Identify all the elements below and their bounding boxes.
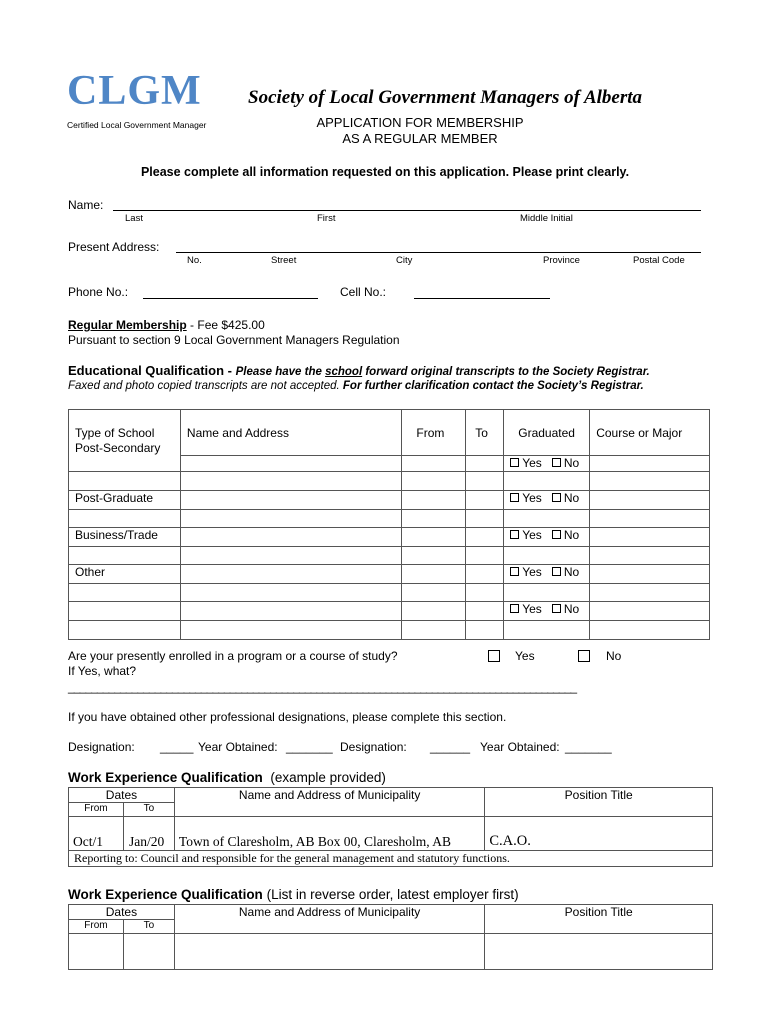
application-title-line1: APPLICATION FOR MEMBERSHIP [316, 115, 524, 130]
education-row [69, 564, 710, 583]
year-2-blank[interactable]: _______ [565, 740, 612, 754]
enrolled-answer-line[interactable]: ________________________________________________________________________________________ [68, 680, 577, 694]
education-type-2: Business/Trade [69, 527, 181, 546]
yes-label: Yes [522, 527, 542, 542]
education-row [69, 471, 710, 490]
education-title: Educational Qualification [68, 363, 225, 378]
address-province-caption: Province [543, 255, 580, 266]
designations-intro: If you have obtained other professional designations, please complete this section. [68, 710, 507, 724]
work-list-name-cell[interactable] [174, 934, 485, 970]
no-label: No [563, 490, 580, 505]
work-example-name-header: Name and Address of Municipality [174, 788, 484, 817]
no-label: No [563, 455, 580, 470]
work-list-position-header: Position Title [485, 905, 713, 934]
work-list-table [68, 904, 713, 970]
designation-2-blank[interactable]: ______ [430, 740, 471, 754]
checkbox-icon[interactable] [552, 493, 561, 502]
checkbox-icon[interactable] [552, 458, 561, 467]
no-label: No [563, 601, 580, 616]
work-example-reporting: Reporting to: Council and responsible for the general management and statutory functions. [69, 851, 713, 867]
checkbox-icon[interactable] [510, 458, 519, 467]
yes-label: Yes [522, 455, 542, 470]
enrolled-yes-checkbox[interactable] [488, 650, 500, 662]
cell-field[interactable] [414, 298, 550, 299]
graduated-cell [504, 455, 590, 471]
education-heading [68, 363, 650, 378]
enrolled-yes-label: Yes [515, 649, 535, 663]
enrolled-question: Are your presently enrolled in a program or a course of study? [68, 649, 398, 663]
checkbox-icon[interactable] [552, 530, 561, 539]
cell-label: Cell No.: [340, 285, 387, 299]
work-list-to-header: To [123, 920, 174, 934]
work-example-paren: (example provided) [270, 770, 386, 785]
work-list-position-cell[interactable] [485, 934, 713, 970]
work-example-from: Oct/1 [69, 817, 124, 851]
membership-pursuant: Pursuant to section 9 Local Government Managers Regulation [68, 333, 400, 347]
education-dash: - [224, 363, 236, 378]
application-title [300, 115, 540, 147]
education-header-row [69, 410, 710, 456]
education-note-school: school [325, 366, 363, 378]
membership-title: Regular Membership [68, 318, 187, 332]
graduated-cell [504, 490, 590, 509]
education-note2b: For further clarification contact the Society’s Registrar. [342, 380, 644, 392]
checkbox-icon[interactable] [510, 567, 519, 576]
education-note2 [68, 380, 644, 392]
checkbox-icon[interactable] [510, 530, 519, 539]
yes-label: Yes [522, 601, 542, 616]
education-type-3: Other [69, 564, 181, 583]
graduated-cell [504, 564, 590, 583]
education-type-4[interactable] [69, 601, 181, 620]
no-label: No [563, 527, 580, 542]
education-course-cell[interactable] [590, 455, 710, 471]
education-row [69, 509, 710, 527]
year-2-label: Year Obtained: [480, 740, 560, 754]
phone-field[interactable] [143, 298, 318, 299]
work-example-dates-header: Dates [69, 788, 175, 803]
education-row [69, 620, 710, 639]
work-example-heading [68, 770, 386, 785]
work-example-position-header: Position Title [485, 788, 713, 817]
work-example-from-header: From [69, 803, 124, 817]
address-field[interactable] [176, 252, 701, 253]
education-type-1: Post-Graduate [69, 490, 181, 509]
application-title-line2: AS A REGULAR MEMBER [342, 131, 498, 146]
education-header-course: Course or Major [590, 410, 710, 456]
checkbox-icon[interactable] [510, 493, 519, 502]
no-label: No [563, 564, 580, 579]
education-note2a: Faxed and photo copied transcripts are not accepted. [68, 380, 343, 392]
year-1-label: Year Obtained: [198, 740, 278, 754]
checkbox-icon[interactable] [510, 604, 519, 613]
address-no-caption: No. [187, 255, 202, 266]
logo-subtitle: Certified Local Government Manager [67, 120, 207, 130]
education-row [69, 601, 710, 620]
education-header-type [69, 410, 181, 456]
work-list-dates-header: Dates [69, 905, 175, 920]
name-first-caption: First [317, 213, 336, 224]
phone-label: Phone No.: [68, 285, 129, 299]
yes-label: Yes [522, 490, 542, 505]
society-title: Society of Local Government Managers of Alberta [248, 87, 643, 108]
yes-label: Yes [522, 564, 542, 579]
work-example-position: C.A.O. [485, 817, 713, 851]
enrolled-no-label: No [606, 649, 622, 663]
education-type-0: Post-Secondary [75, 441, 161, 455]
education-from-cell[interactable] [402, 455, 466, 471]
enrolled-no-checkbox[interactable] [578, 650, 590, 662]
name-middle-caption: Middle Initial [520, 213, 573, 224]
work-list-from-header: From [69, 920, 124, 934]
address-city-caption: City [396, 255, 413, 266]
checkbox-icon[interactable] [552, 604, 561, 613]
education-row [69, 527, 710, 546]
education-header-name: Name and Address [180, 410, 401, 456]
work-example-table [68, 787, 713, 867]
work-example-to-header: To [123, 803, 174, 817]
work-list-name-header: Name and Address of Municipality [174, 905, 485, 934]
name-label: Name: [68, 198, 104, 212]
membership-line [68, 318, 265, 332]
instructions: Please complete all information requested on this application. Please print clearly. [140, 165, 630, 179]
year-1-blank[interactable]: _______ [286, 740, 333, 754]
designation-1-blank[interactable]: _____ [160, 740, 194, 754]
education-header-graduated: Graduated [504, 410, 590, 456]
graduated-cell [504, 527, 590, 546]
education-row [69, 490, 710, 509]
address-postal-caption: Postal Code [633, 255, 685, 266]
work-example-to: Jan/20 [123, 817, 174, 851]
membership-fee: - Fee $425.00 [186, 318, 265, 332]
education-row [69, 583, 710, 601]
work-list-to-cell[interactable] [123, 934, 174, 970]
enrolled-ifyes: If Yes, what? [68, 664, 137, 678]
education-header-from: From [402, 410, 466, 456]
education-name-cell[interactable] [180, 455, 401, 471]
work-example-title: Work Experience Qualification [68, 770, 263, 785]
education-to-cell[interactable] [466, 455, 504, 471]
address-label: Present Address: [68, 240, 160, 254]
education-table [68, 409, 710, 640]
name-last-caption: Last [125, 213, 143, 224]
work-list-from-cell[interactable] [69, 934, 124, 970]
education-header-type-label: Type of School [75, 426, 155, 440]
work-example-name: Town of Claresholm, AB Box 00, Claresholm, AB [174, 817, 484, 851]
work-list-paren: (List in reverse order, latest employer first) [266, 887, 519, 902]
education-header-to: To [466, 410, 504, 456]
clgm-logo: CLGM [67, 68, 202, 114]
education-row [69, 455, 710, 471]
education-note-b: forward original transcripts to the Society Registrar. [362, 366, 650, 378]
designation-1-label: Designation: [68, 740, 135, 754]
name-field[interactable] [113, 210, 701, 211]
education-row [69, 546, 710, 564]
graduated-cell [504, 601, 590, 620]
work-list-row [69, 934, 713, 970]
address-street-caption: Street [271, 255, 297, 266]
designation-2-label: Designation: [340, 740, 407, 754]
work-list-heading [68, 887, 519, 902]
checkbox-icon[interactable] [552, 567, 561, 576]
work-list-title: Work Experience Qualification [68, 887, 263, 902]
education-note-a: Please have the [235, 366, 326, 378]
